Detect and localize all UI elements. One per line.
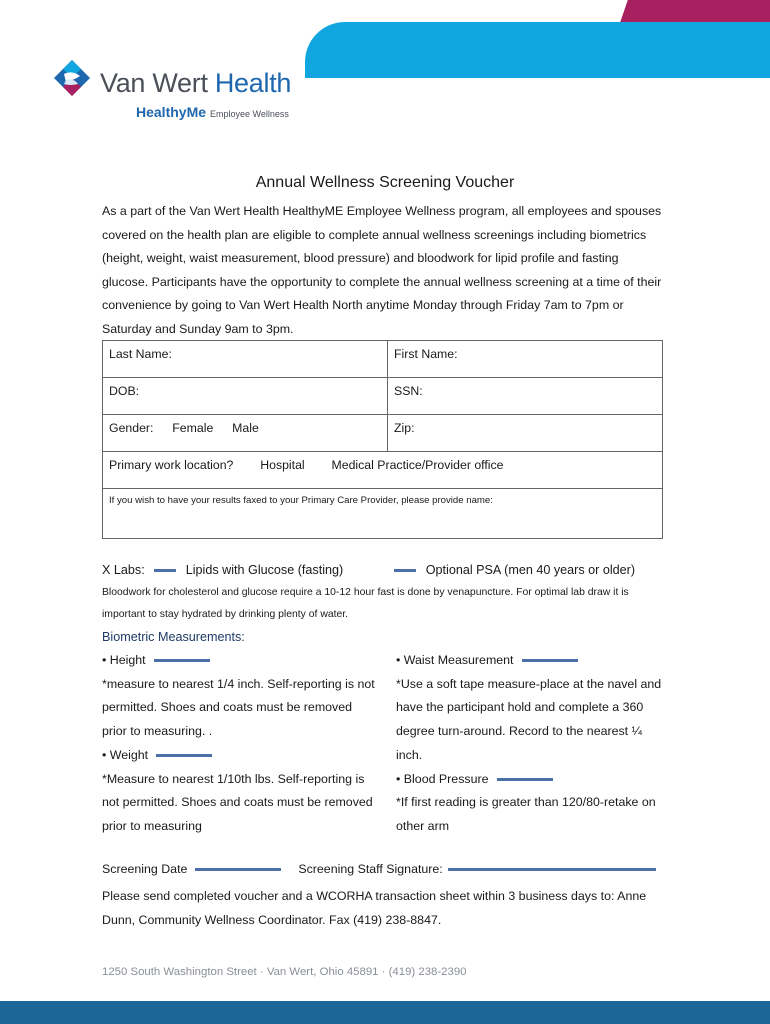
gender-option-female[interactable]: Female bbox=[172, 421, 214, 435]
program-brand bbox=[136, 104, 289, 122]
ssn-field[interactable]: SSN: bbox=[394, 384, 423, 398]
bp-item bbox=[396, 768, 664, 792]
form-row-location bbox=[103, 452, 662, 489]
height-note: *measure to nearest 1/4 inch. Self-reporting is not permitted. Shoes and coats must be removed prior to measuring. . bbox=[102, 676, 375, 739]
waist-entry-line[interactable] bbox=[522, 659, 578, 662]
form-row-dob bbox=[103, 378, 662, 415]
waist-label: • Waist Measurement bbox=[396, 653, 514, 667]
van-wert-logo-icon bbox=[52, 58, 92, 98]
bp-note: *If first reading is greater than 120/80-retake on other arm bbox=[396, 795, 656, 833]
labs-selection bbox=[102, 563, 635, 577]
org-name bbox=[100, 68, 291, 99]
screening-date-label: Screening Date bbox=[102, 862, 188, 876]
work-location-label: Primary work location? bbox=[109, 458, 234, 472]
org-name-part1: Van Wert bbox=[100, 68, 215, 98]
labs-option-psa: Optional PSA (men 40 years or older) bbox=[425, 563, 636, 577]
work-location-field bbox=[103, 452, 662, 488]
send-instructions: Please send completed voucher and a WCORHA transaction sheet within 3 business days to: Anne Dunn, Community Wellness Coordinator. Fax (419) 238-8847. bbox=[102, 889, 647, 927]
waist-item bbox=[396, 649, 664, 673]
height-item bbox=[102, 649, 377, 673]
program-brand-sub: Employee Wellness bbox=[210, 109, 289, 119]
gender-field bbox=[103, 415, 388, 451]
footer-bar bbox=[0, 1001, 770, 1024]
staff-signature-label: Screening Staff Signature: bbox=[298, 862, 443, 876]
first-name-field[interactable]: First Name: bbox=[394, 347, 458, 361]
weight-item bbox=[102, 744, 377, 768]
waist-note: *Use a soft tape measure-place at the navel and have the participant hold and complete a 360 degree turn-around. Record to the nearest ¼ inch. bbox=[396, 676, 662, 762]
biometrics-heading: Biometric Measurements: bbox=[102, 630, 245, 644]
biometrics-left-column bbox=[102, 649, 377, 839]
location-option-hospital[interactable]: Hospital bbox=[260, 458, 305, 472]
screening-date-line[interactable] bbox=[195, 868, 281, 871]
biometrics-right-column bbox=[396, 649, 664, 839]
org-name-part2: Health bbox=[214, 68, 292, 98]
form-row-gender bbox=[103, 415, 662, 452]
height-label: • Height bbox=[102, 653, 146, 667]
pcp-name-field[interactable]: If you wish to have your results faxed to your Primary Care Provider, please provide name: bbox=[109, 495, 493, 506]
height-entry-line[interactable] bbox=[154, 659, 210, 662]
weight-entry-line[interactable] bbox=[156, 754, 212, 757]
weight-label: • Weight bbox=[102, 747, 149, 762]
lipids-checkbox-line[interactable] bbox=[154, 569, 176, 572]
last-name-field[interactable]: Last Name: bbox=[103, 341, 388, 377]
participant-form bbox=[102, 340, 663, 539]
program-brand-name: HealthyMe bbox=[136, 104, 207, 120]
psa-checkbox-line[interactable] bbox=[394, 569, 416, 572]
signature-row bbox=[102, 862, 656, 876]
document-title: Annual Wellness Screening Voucher bbox=[255, 174, 515, 191]
location-option-medical-practice[interactable]: Medical Practice/Provider office bbox=[331, 458, 504, 472]
intro-paragraph: As a part of the Van Wert Health HealthyME Employee Wellness program, all employees and spouses covered on the health plan are eligible to complete annual wellness screenings including biometrics (height, weight, waist measurement, blood pressure) and bloodwork for lipid profile and fasting glucose. Participants have the opportunity to complete the annual wellness screening at a time of their convenience by going to Van Wert Health North anytime Monday through Friday 7am to 7pm or Saturday and Sunday 9am to 3pm. bbox=[102, 204, 662, 336]
labs-option-lipids: Lipids with Glucose (fasting) bbox=[185, 563, 344, 577]
bp-label: • Blood Pressure bbox=[396, 771, 489, 786]
form-row-name bbox=[103, 341, 662, 378]
gender-label: Gender: bbox=[109, 421, 154, 435]
dob-field[interactable]: DOB: bbox=[103, 378, 388, 414]
bp-entry-line[interactable] bbox=[497, 778, 553, 781]
zip-field[interactable]: Zip: bbox=[394, 421, 415, 435]
header-blue-banner bbox=[305, 22, 770, 78]
staff-signature-line[interactable] bbox=[448, 868, 656, 871]
labs-label: X Labs: bbox=[102, 563, 145, 577]
labs-note: Bloodwork for cholesterol and glucose require a 10-12 hour fast is done by venapuncture. For optimal lab draw it is important to stay hydrated by drinking plenty of water. bbox=[102, 587, 629, 620]
gender-option-male[interactable]: Male bbox=[232, 421, 259, 435]
weight-note: *Measure to nearest 1/10th lbs. Self-reporting is not permitted. Shoes and coats must be removed prior to measuring bbox=[102, 771, 373, 833]
footer-address: 1250 South Washington Street · Van Wert, Ohio 45891 · (419) 238-2390 bbox=[102, 966, 467, 978]
form-row-pcp bbox=[103, 489, 662, 538]
